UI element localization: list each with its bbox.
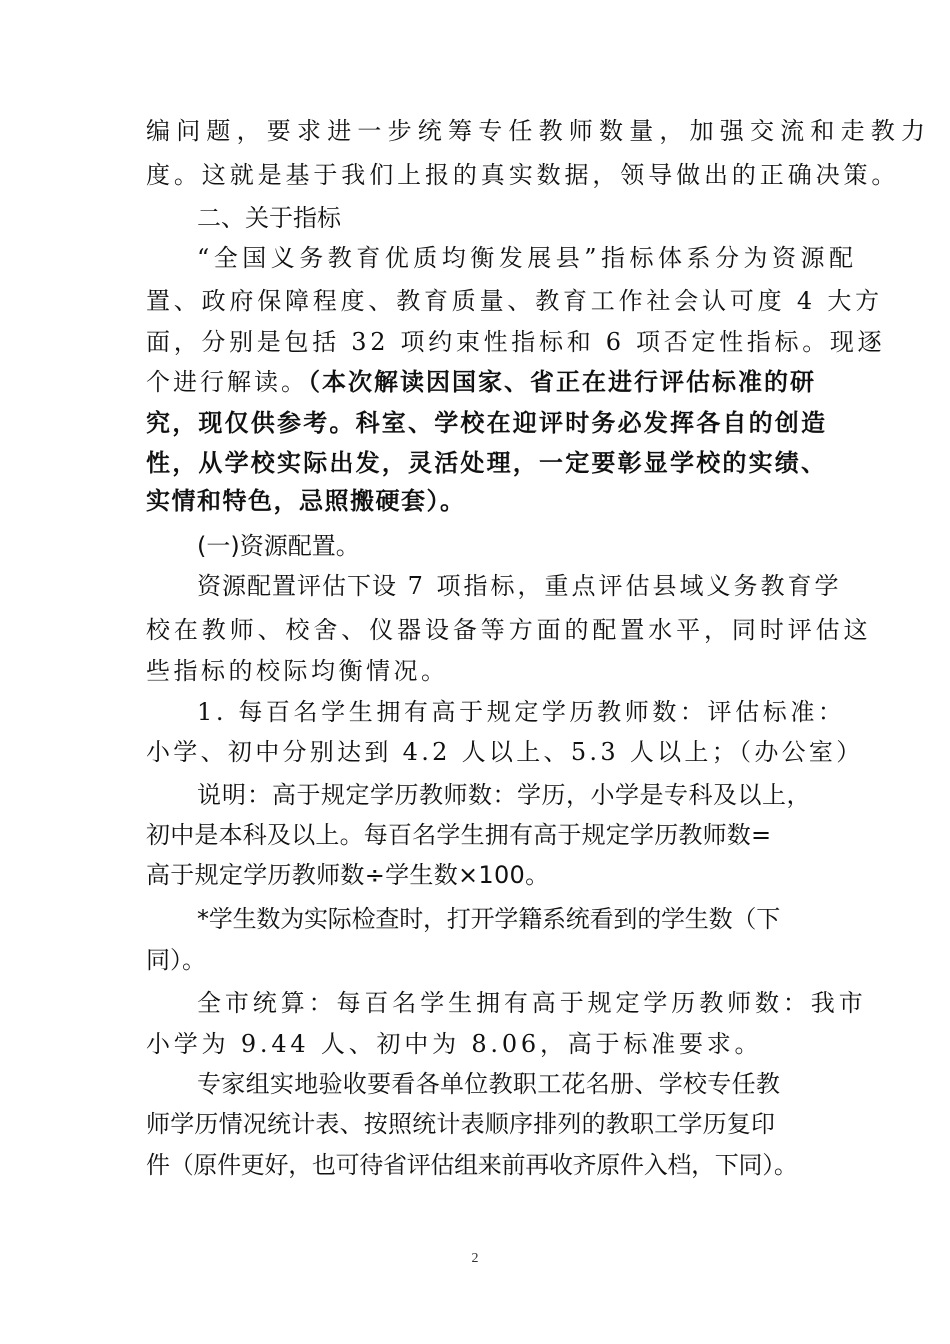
section-heading: 二、关于指标 [197,204,341,232]
paragraph-line [197,571,842,601]
paragraph-line: 初中是本科及以上。每百名学生拥有高于规定学历教师数= [146,821,772,849]
paragraph-line: 编问题，要求进一步统筹专任教师数量，加强交流和走教力 [146,117,932,145]
paragraph-line: 面，分别是包括 32 项约束性指标和 6 项否定性指标。现逐 [146,328,886,356]
page-number: 2 [471,1251,479,1266]
paragraph-line: 小学、初中分别达到 4.2 人以上、5.3 人以上；（办公室） [146,738,864,766]
plain-text: 说明： [197,781,272,809]
bold-note-line: 性，从学校实际出发，灵活处理，一定要彰显学校的实绩、 [146,449,828,477]
paragraph-line: 全市统算：每百名学生拥有高于规定学历教师数：我市 [197,989,867,1017]
paragraph-line: 师学历情况统计表、按照统计表顺序排列的教职工学历复印 [146,1110,776,1138]
paragraph-line: 件（原件更好，也可待省评估组来前再收齐原件入档，下同）。 [146,1151,798,1179]
paragraph-line: 专家组实地验收要看各单位教职工花名册、学校专任教 [197,1070,781,1098]
paragraph-line: *学生数为实际检查时，打开学籍系统看到的学生数（下 [197,905,780,933]
paragraph-line [197,780,811,810]
paragraph-line [146,367,816,397]
plain-text: 7 项指标，重点评估县域义务教育学 [397,572,842,600]
paragraph-line: 度。这就是基于我们上报的真实数据，领导做出的正确决策。 [146,161,900,189]
plain-text: 个进行解读。 [146,368,308,396]
bold-note-line: 究，现仅供参考。科室、学校在迎评时务必发挥各自的创造 [146,409,828,437]
paragraph-line: 些指标的校际均衡情况。 [146,657,449,685]
paragraph-line: 置、政府保障程度、教育质量、教育工作社会认可度 4 大方 [146,287,883,315]
plain-text: 高于规定学历教师数：学历，小学是专科及以上， [272,781,811,809]
paragraph-line: 高于规定学历教师数÷学生数×100。 [146,861,550,889]
bold-note: （本次解读因国家、省正在进行评估标准的研 [308,368,816,396]
plain-text: 资源配置评估下设 [197,572,397,600]
paragraph-line: 校在教师、校舍、仪器设备等方面的配置水平，同时评估这 [146,616,872,644]
subsection-heading: (一)资源配置。 [197,532,360,560]
paragraph-line: 小学为 9.44 人、初中为 8.06，高于标准要求。 [146,1030,763,1058]
indicator-item: 1. 每百名学生拥有高于规定学历教师数：评估标准： [197,698,846,726]
bold-note-line: 实情和特色，忌照搬硬套）。 [146,487,466,515]
paragraph-line: “全国义务教育优质均衡发展县”指标体系分为资源配 [197,244,858,272]
paragraph-line: 同）。 [146,946,206,974]
